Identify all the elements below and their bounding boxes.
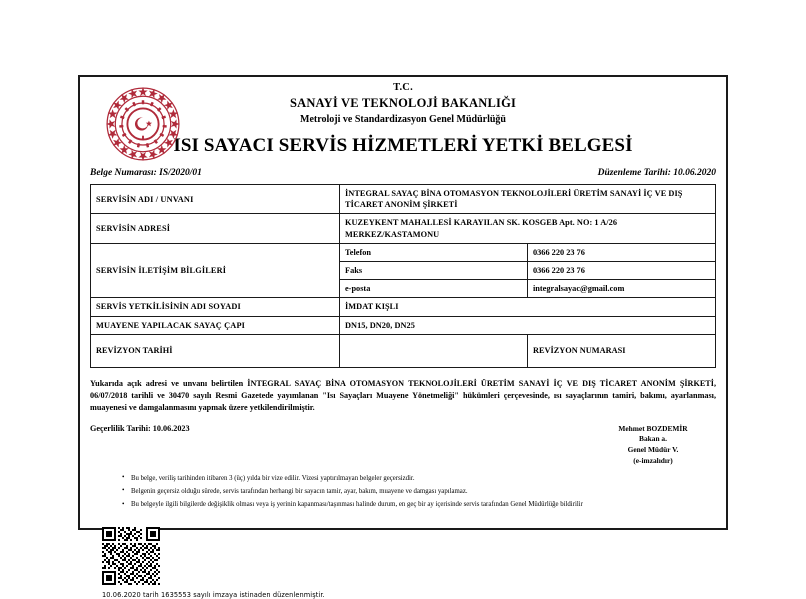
- notes-list: [80, 472, 726, 512]
- turkish-republic-ministry-seal-icon: [104, 85, 182, 163]
- contact-label-fax: Faks: [340, 261, 528, 279]
- meter-diameter-label: MUAYENE YAPILACAK SAYAÇ ÇAPI: [91, 316, 340, 334]
- service-address-label: SERVİSİN ADRESİ: [91, 214, 340, 243]
- list-item: • Belgenin geçersiz olduğu sürede, servis tarafından herhangi bir sayacın tamir, ayar, bakım, muayene ve damgası yapılamaz.: [122, 485, 726, 498]
- contact-label-phone: Telefon: [340, 243, 528, 261]
- header-ministry: SANAYİ VE TEKNOLOJİ BAKANLIĞI: [289, 96, 517, 111]
- signature-block: [598, 424, 708, 467]
- service-name-value: İNTEGRAL SAYAÇ BİNA OTOMASYON TEKNOLOJİLERİ ÜRETİM SANAYİ İÇ VE DIŞ TİCARET ANONİM ŞİRKETİ: [340, 185, 716, 214]
- signature-role-line1: Bakan a.: [639, 434, 667, 444]
- service-name-label: SERVİSİN ADI / UNVANI: [91, 185, 340, 214]
- authorization-paragraph: Yukarıda açık adresi ve unvanı belirtilen İNTEGRAL SAYAÇ BİNA OTOMASYON TEKNOLOJİLERİ ÜRETİM SANAYİ İÇ VE DIŞ TİCARET ANONİM ŞİRKETİ, 06/07/2018 tarihli ve 30470 sayılı Resmi Gazetede yayımlanan "Isı Sayaçları Muayene Yönetmeliği" hükümleri çerçevesinde, ısı sayaçlarının tamiri, bakımı, ayarlanması, muayenesi ve damgalanmasını yapmak üzere yetkilendirilmiştir.: [90, 378, 716, 413]
- validity-signature-row: [80, 415, 726, 467]
- document-number: Belge Numarası: IS/2020/01: [90, 168, 202, 178]
- signature-role-line3: (e-imzalıdır): [633, 455, 673, 465]
- contact-label-email: e-posta: [340, 280, 528, 298]
- document-meta-row: [80, 165, 726, 184]
- contact-value-fax: 0366 220 23 76: [528, 261, 716, 279]
- header-tc: T.C.: [393, 82, 413, 93]
- certificate-page: [78, 75, 728, 599]
- table-row-revision: [91, 334, 716, 367]
- contact-info-label: SERVİSİN İLETİŞİM BİLGİLERİ: [91, 243, 340, 298]
- header-department: Metroloji ve Standardizasyon Genel Müdürlüğü: [300, 114, 506, 126]
- table-row-service-address: [91, 214, 716, 243]
- signature-role-line2: Genel Müdür V.: [627, 445, 679, 455]
- qr-code-icon: [102, 527, 160, 585]
- revision-date-value: [340, 334, 528, 367]
- meter-diameter-value: DN15, DN20, DN25: [340, 316, 716, 334]
- table-row-meter-diameter: [91, 316, 716, 334]
- qr-code-container: [80, 511, 726, 585]
- issue-date: Düzenleme Tarihi: 10.06.2020: [597, 168, 716, 178]
- table-row-officer: [91, 298, 716, 316]
- footer-note: 10.06.2020 tarih 1635553 sayılı imzaya istinaden düzenlenmiştir.: [102, 591, 325, 599]
- signature-name: Mehmet BOZDEMİR: [618, 423, 688, 433]
- revision-number-label: REVİZYON NUMARASI: [528, 334, 716, 367]
- table-row-service-name: [91, 185, 716, 214]
- certificate-info-table: [90, 184, 716, 368]
- list-item: • Bu belge, veriliş tarihinden itibaren 3 (üç) yılda bir vize edilir. Vizesi yaptırılmayan belgeler geçersizdir.: [122, 472, 726, 485]
- revision-date-label: REVİZYON TARİHİ: [91, 334, 340, 367]
- table-row-contact-phone: [91, 243, 716, 261]
- officer-label: SERVİS YETKİLİSİNİN ADI SOYADI: [91, 298, 340, 316]
- officer-value: İMDAT KIŞLI: [340, 298, 716, 316]
- certificate-title: ISI SAYACI SERVİS HİZMETLERİ YETKİ BELGESİ: [173, 135, 633, 157]
- certificate-header: [80, 77, 726, 165]
- contact-value-phone: 0366 220 23 76: [528, 243, 716, 261]
- contact-value-email: integralsayac@gmail.com: [528, 280, 716, 298]
- service-address-value: KUZEYKENT MAHALLESİ KARAYILAN SK. KOSGEB Apt. NO: 1 A/26 MERKEZ/KASTAMONU: [340, 214, 716, 243]
- list-item: • Bu belgeyle ilgili bilgilerde değişiklik olması veya iş yerinin kapanması/taşınması halinde durum, en geç bir ay içerisinde servis tarafından Genel Müdürlüğe bildirilir: [122, 498, 726, 511]
- validity-date: Geçerlilik Tarihi: 10.06.2023: [90, 423, 190, 433]
